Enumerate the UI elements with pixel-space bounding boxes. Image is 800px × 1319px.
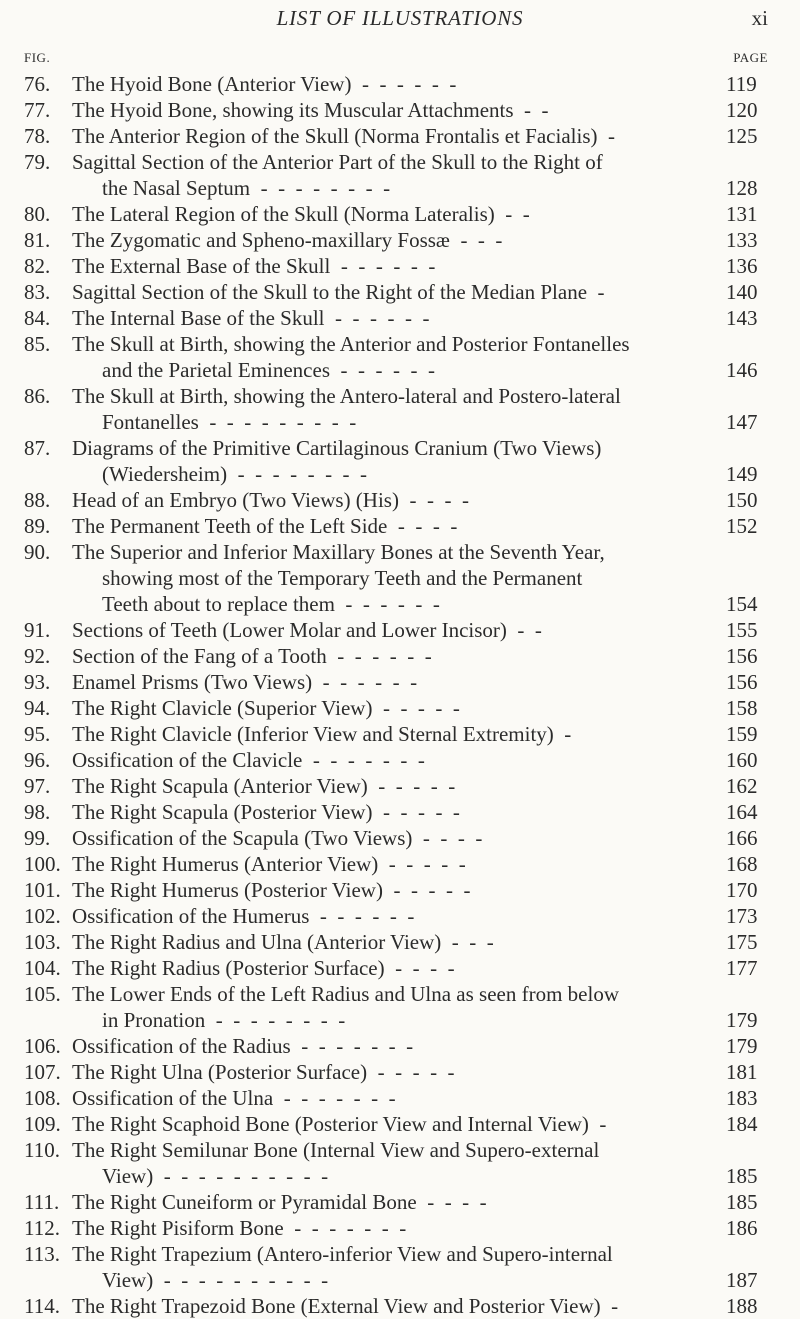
- list-item: [0, 227, 800, 253]
- list-item: [0, 1241, 800, 1293]
- page-number: 143: [726, 306, 758, 330]
- list-item: [0, 123, 800, 149]
- page-number: 179: [726, 1008, 758, 1032]
- page-number: 131: [726, 202, 758, 226]
- page-number: 160: [726, 748, 758, 772]
- caption-line: Fontanelles - - - - - - - - -: [102, 410, 357, 434]
- figure-caption: [72, 1059, 678, 1085]
- figure-caption: [72, 1137, 678, 1189]
- figure-number: 84.: [24, 306, 51, 330]
- figure-number: 88.: [24, 488, 51, 512]
- page-number: 156: [726, 644, 758, 668]
- figure-caption: [72, 695, 678, 721]
- caption-line: View) - - - - - - - - - -: [102, 1164, 329, 1188]
- caption-line: Ossification of the Scapula (Two Views) - - - -: [72, 826, 483, 850]
- list-item: [0, 383, 800, 435]
- caption-line: The Right Scapula (Anterior View) - - - - -: [72, 774, 456, 798]
- caption-line: The Right Radius (Posterior Surface) - - - -: [72, 956, 455, 980]
- figure-caption: [72, 825, 678, 851]
- figure-number: 85.: [24, 332, 51, 356]
- figure-number: 97.: [24, 774, 51, 798]
- running-title: LIST OF ILLUSTRATIONS: [276, 6, 524, 30]
- folio: xi: [751, 6, 768, 30]
- page-number: 119: [726, 72, 757, 96]
- figure-caption: [72, 851, 678, 877]
- list-item: [0, 773, 800, 799]
- figure-number: 105.: [24, 982, 61, 1006]
- figure-number: 79.: [24, 150, 51, 174]
- page-number: 154: [726, 592, 758, 616]
- page-number: 181: [726, 1060, 758, 1084]
- figure-caption: [72, 71, 678, 97]
- caption-line: Section of the Fang of a Tooth - - - - - -: [72, 644, 432, 668]
- figure-caption: [72, 1033, 678, 1059]
- list-item: [0, 305, 800, 331]
- caption-line: The Right Radius and Ulna (Anterior View) - - -: [72, 930, 494, 954]
- figure-caption: [72, 929, 678, 955]
- figure-number: 90.: [24, 540, 51, 564]
- list-item: [0, 617, 800, 643]
- figure-number: 80.: [24, 202, 51, 226]
- figure-number: 93.: [24, 670, 51, 694]
- list-item: [0, 851, 800, 877]
- page-number: 136: [726, 254, 758, 278]
- figure-caption: [72, 97, 678, 123]
- list-item: [0, 669, 800, 695]
- list-item: [0, 513, 800, 539]
- list-item: [0, 1059, 800, 1085]
- page-number: 146: [726, 358, 758, 382]
- caption-line: Diagrams of the Primitive Cartilaginous Cranium (Two Views): [72, 436, 602, 460]
- figure-number: 100.: [24, 852, 61, 876]
- caption-line: The Skull at Birth, showing the Antero-lateral and Postero-lateral: [72, 384, 621, 408]
- list-item: [0, 1111, 800, 1137]
- caption-line: The Right Pisiform Bone - - - - - - -: [72, 1216, 407, 1240]
- list-item: [0, 435, 800, 487]
- caption-line: The Right Cuneiform or Pyramidal Bone - - - -: [72, 1190, 487, 1214]
- figure-caption: [72, 487, 678, 513]
- caption-line: The Skull at Birth, showing the Anterior and Posterior Fontanelles: [72, 332, 630, 356]
- figure-number: 76.: [24, 72, 51, 96]
- list-item: [0, 253, 800, 279]
- caption-line: (Wiedersheim) - - - - - - - -: [102, 462, 368, 486]
- figure-caption: [72, 253, 678, 279]
- page-number: 187: [726, 1268, 758, 1292]
- figure-number: 92.: [24, 644, 51, 668]
- figure-number: 112.: [24, 1216, 60, 1240]
- page-number: 186: [726, 1216, 758, 1240]
- caption-line: The Right Clavicle (Inferior View and Sternal Extremity) -: [72, 722, 572, 746]
- figure-number: 94.: [24, 696, 51, 720]
- caption-line: The Permanent Teeth of the Left Side - - - -: [72, 514, 458, 538]
- list-item: [0, 1137, 800, 1189]
- caption-line: Teeth about to replace them - - - - - -: [102, 592, 440, 616]
- page-number: 164: [726, 800, 758, 824]
- figure-caption: [72, 1215, 678, 1241]
- figure-caption: [72, 227, 678, 253]
- fig-column-label: FIG.: [24, 50, 51, 65]
- page-number: 184: [726, 1112, 758, 1136]
- figure-caption: [72, 981, 678, 1033]
- figure-caption: [72, 539, 678, 617]
- caption-line: in Pronation - - - - - - - -: [102, 1008, 346, 1032]
- page-number: 183: [726, 1086, 758, 1110]
- page-number: 120: [726, 98, 758, 122]
- caption-line: The Right Trapezoid Bone (External View and Posterior View) -: [72, 1294, 619, 1318]
- page-number: 125: [726, 124, 758, 148]
- figure-caption: [72, 331, 678, 383]
- page-column-label: PAGE: [733, 50, 768, 65]
- figure-caption: [72, 877, 678, 903]
- caption-line: The Superior and Inferior Maxillary Bones at the Seventh Year,: [72, 540, 605, 564]
- list-item: [0, 71, 800, 97]
- page-number: 185: [726, 1190, 758, 1214]
- figure-number: 83.: [24, 280, 51, 304]
- list-item: [0, 97, 800, 123]
- figure-caption: [72, 513, 678, 539]
- page-number: 175: [726, 930, 758, 954]
- page-number: 166: [726, 826, 758, 850]
- page-number: 158: [726, 696, 758, 720]
- figure-caption: [72, 279, 678, 305]
- figure-number: 96.: [24, 748, 51, 772]
- list-item: [0, 487, 800, 513]
- page-number: 147: [726, 410, 758, 434]
- figure-caption: [72, 1241, 678, 1293]
- figure-number: 113.: [24, 1242, 60, 1266]
- page-number: 133: [726, 228, 758, 252]
- figure-caption: [72, 669, 678, 695]
- figure-number: 102.: [24, 904, 61, 928]
- page-number: 156: [726, 670, 758, 694]
- page-number: 179: [726, 1034, 758, 1058]
- page-number: 149: [726, 462, 758, 486]
- page-number: 155: [726, 618, 758, 642]
- page-number: 170: [726, 878, 758, 902]
- page-number: 173: [726, 904, 758, 928]
- page-number: 150: [726, 488, 758, 512]
- caption-line: Ossification of the Humerus - - - - - -: [72, 904, 415, 928]
- figure-number: 99.: [24, 826, 51, 850]
- caption-line: The Right Ulna (Posterior Surface) - - - - -: [72, 1060, 455, 1084]
- list-item: [0, 799, 800, 825]
- caption-line: The Internal Base of the Skull - - - - - -: [72, 306, 430, 330]
- caption-line: The External Base of the Skull - - - - - -: [72, 254, 436, 278]
- figure-number: 104.: [24, 956, 61, 980]
- page-number: 152: [726, 514, 758, 538]
- caption-line: Ossification of the Ulna - - - - - - -: [72, 1086, 396, 1110]
- list-item: [0, 539, 800, 617]
- figure-caption: [72, 383, 678, 435]
- caption-line: Sagittal Section of the Skull to the Right of the Median Plane -: [72, 280, 605, 304]
- list-item: [0, 721, 800, 747]
- list-item: [0, 643, 800, 669]
- page-number: 177: [726, 956, 758, 980]
- figure-caption: [72, 435, 678, 487]
- caption-line: Head of an Embryo (Two Views) (His) - - - -: [72, 488, 469, 512]
- list-item: [0, 981, 800, 1033]
- figure-caption: [72, 955, 678, 981]
- figure-caption: [72, 799, 678, 825]
- figure-caption: [72, 123, 678, 149]
- figure-caption: [72, 773, 678, 799]
- caption-line: The Right Trapezium (Antero-inferior View and Supero-internal: [72, 1242, 613, 1266]
- figure-number: 78.: [24, 124, 51, 148]
- figure-number: 98.: [24, 800, 51, 824]
- list-item: [0, 201, 800, 227]
- caption-line: and the Parietal Eminences - - - - - -: [102, 358, 435, 382]
- list-item: [0, 1293, 800, 1319]
- caption-line: Sagittal Section of the Anterior Part of the Skull to the Right of: [72, 150, 603, 174]
- figure-number: 103.: [24, 930, 61, 954]
- list-item: [0, 955, 800, 981]
- page-number: 159: [726, 722, 758, 746]
- list-item: [0, 1215, 800, 1241]
- figure-caption: [72, 747, 678, 773]
- list-item: [0, 929, 800, 955]
- caption-line: Enamel Prisms (Two Views) - - - - - -: [72, 670, 418, 694]
- list-item: [0, 1085, 800, 1111]
- page-number: 140: [726, 280, 758, 304]
- figure-caption: [72, 1189, 678, 1215]
- figure-number: 107.: [24, 1060, 61, 1084]
- caption-line: The Right Semilunar Bone (Internal View and Supero-external: [72, 1138, 600, 1162]
- figure-number: 111.: [24, 1190, 60, 1214]
- list-item: [0, 149, 800, 201]
- running-head: [0, 2, 800, 34]
- caption-line: The Hyoid Bone (Anterior View) - - - - - -: [72, 72, 457, 96]
- list-item: [0, 1033, 800, 1059]
- list-item: [0, 747, 800, 773]
- caption-line: The Right Humerus (Posterior View) - - - - -: [72, 878, 471, 902]
- figure-caption: [72, 903, 678, 929]
- figure-number: 89.: [24, 514, 51, 538]
- figure-number: 108.: [24, 1086, 61, 1110]
- caption-line: The Right Clavicle (Superior View) - - - - -: [72, 696, 460, 720]
- caption-line: The Right Humerus (Anterior View) - - - - -: [72, 852, 466, 876]
- list-item: [0, 825, 800, 851]
- caption-line: Ossification of the Clavicle - - - - - - -: [72, 748, 425, 772]
- figure-number: 82.: [24, 254, 51, 278]
- page-number: 185: [726, 1164, 758, 1188]
- figure-number: 101.: [24, 878, 61, 902]
- figure-caption: [72, 201, 678, 227]
- list-item: [0, 903, 800, 929]
- page-number: 188: [726, 1294, 758, 1318]
- figure-caption: [72, 1085, 678, 1111]
- figure-number: 86.: [24, 384, 51, 408]
- figure-caption: [72, 1293, 678, 1319]
- figure-caption: [72, 643, 678, 669]
- caption-line: The Hyoid Bone, showing its Muscular Attachments - -: [72, 98, 549, 122]
- figure-caption: [72, 1111, 678, 1137]
- figure-number: 114.: [24, 1294, 60, 1318]
- figure-number: 109.: [24, 1112, 61, 1136]
- page-number: 168: [726, 852, 758, 876]
- caption-line: showing most of the Temporary Teeth and the Permanent: [102, 566, 583, 590]
- figure-caption: [72, 617, 678, 643]
- list-item: [0, 695, 800, 721]
- figure-number: 95.: [24, 722, 51, 746]
- caption-line: The Zygomatic and Spheno-maxillary Fossæ - - -: [72, 228, 503, 252]
- figure-number: 87.: [24, 436, 51, 460]
- list-item: [0, 1189, 800, 1215]
- caption-line: The Anterior Region of the Skull (Norma Frontalis et Facialis) -: [72, 124, 615, 148]
- figure-caption: [72, 305, 678, 331]
- illustration-list: [0, 71, 800, 1319]
- page-number: 162: [726, 774, 758, 798]
- caption-line: View) - - - - - - - - - -: [102, 1268, 329, 1292]
- caption-line: Ossification of the Radius - - - - - - -: [72, 1034, 414, 1058]
- figure-number: 106.: [24, 1034, 61, 1058]
- figure-caption: [72, 721, 678, 747]
- figure-number: 91.: [24, 618, 51, 642]
- caption-line: The Right Scaphoid Bone (Posterior View and Internal View) -: [72, 1112, 607, 1136]
- page-number: 128: [726, 176, 758, 200]
- figure-number: 110.: [24, 1138, 60, 1162]
- figure-caption: [72, 149, 678, 201]
- caption-line: Sections of Teeth (Lower Molar and Lower Incisor) - -: [72, 618, 542, 642]
- list-item: [0, 331, 800, 383]
- caption-line: The Lateral Region of the Skull (Norma Lateralis) - -: [72, 202, 530, 226]
- list-item: [0, 877, 800, 903]
- list-item: [0, 279, 800, 305]
- caption-line: the Nasal Septum - - - - - - - -: [102, 176, 391, 200]
- figure-number: 77.: [24, 98, 51, 122]
- caption-line: The Lower Ends of the Left Radius and Ulna as seen from below: [72, 982, 620, 1006]
- caption-line: The Right Scapula (Posterior View) - - - - -: [72, 800, 460, 824]
- figure-number: 81.: [24, 228, 51, 252]
